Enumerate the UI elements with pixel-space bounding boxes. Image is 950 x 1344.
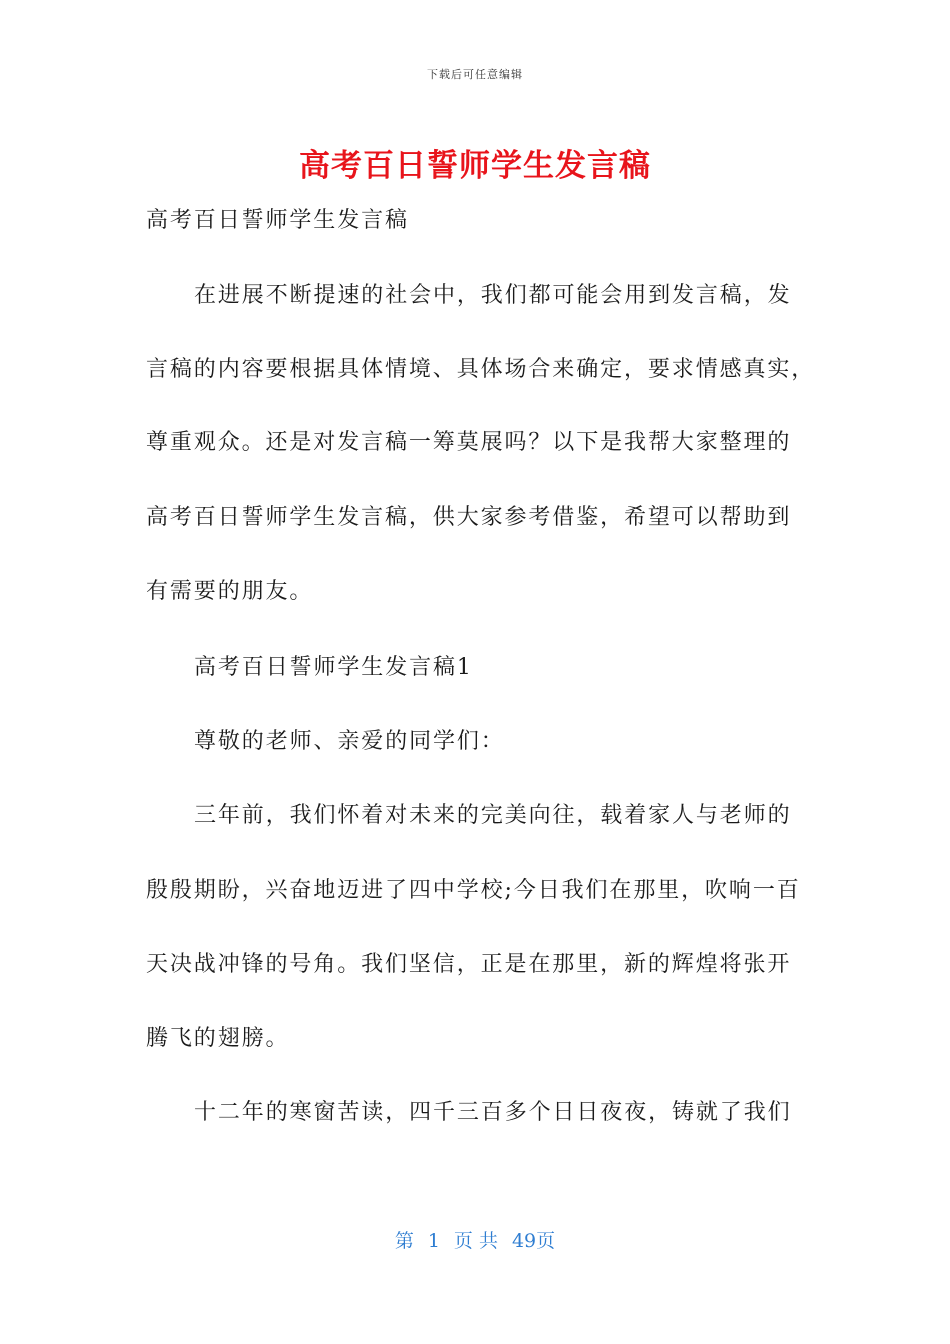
paragraph-line: 腾飞的翅膀。 (146, 1026, 290, 1051)
intro-line: 高考百日誓师学生发言稿，供大家参考借鉴，希望可以帮助到 (146, 505, 792, 530)
section-heading: 高考百日誓师学生发言稿1 (194, 655, 473, 680)
paragraph-line: 三年前，我们怀着对未来的完美向往，载着家人与老师的 (194, 803, 792, 828)
footer-middle: 页 共 (453, 1230, 498, 1252)
intro-line: 在进展不断提速的社会中，我们都可能会用到发言稿，发 (194, 283, 792, 308)
footer-prefix: 第 (394, 1230, 414, 1252)
header-note: 下载后可任意编辑 (427, 68, 523, 81)
current-page-number: 1 (427, 1230, 440, 1252)
page-footer (0, 1226, 950, 1253)
total-pages-number: 49 (511, 1230, 537, 1252)
document-subtitle: 高考百日誓师学生发言稿 (146, 208, 409, 233)
paragraph-line: 殷殷期盼，兴奋地迈进了四中学校;今日我们在那里，吹响一百 (146, 878, 801, 903)
footer-suffix: 页 (536, 1230, 556, 1252)
paragraph-line: 天决战冲锋的号角。我们坚信，正是在那里，新的辉煌将张开 (146, 952, 792, 977)
paragraph-line: 十二年的寒窗苦读，四千三百多个日日夜夜，铸就了我们 (194, 1100, 792, 1125)
intro-line: 言稿的内容要根据具体情境、具体场合来确定，要求情感真实， (146, 357, 816, 382)
intro-line: 有需要的朋友。 (146, 579, 314, 604)
intro-line: 尊重观众。还是对发言稿一筹莫展吗？以下是我帮大家整理的 (146, 430, 792, 455)
salutation: 尊敬的老师、亲爱的同学们： (194, 729, 505, 754)
document-title: 高考百日誓师学生发言稿 (299, 148, 651, 184)
